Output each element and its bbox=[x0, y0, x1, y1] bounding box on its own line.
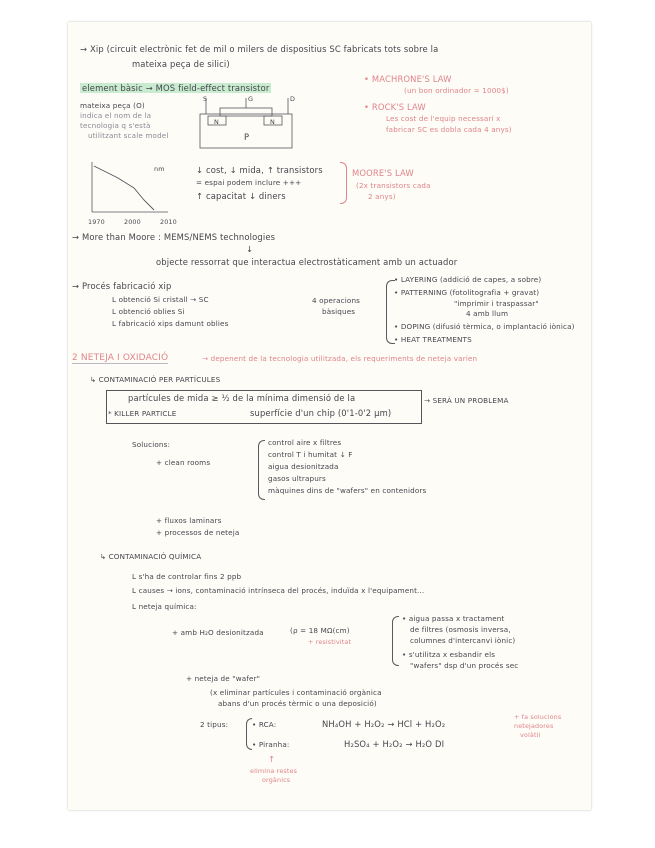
mosfet-highlight: element bàsic → MOS field-effect transistor bbox=[82, 83, 270, 93]
solutions: Solucions: bbox=[132, 440, 171, 449]
clean-brace bbox=[258, 440, 265, 500]
chem-item: L s'ha de controlar fins 2 ppb bbox=[132, 572, 242, 581]
chemical-contamination: ↳ CONTAMINACIÓ QUÍMICA bbox=[100, 552, 202, 561]
rock-law: • ROCK'S LAW bbox=[364, 102, 426, 112]
water-item: de filtres (osmosis inversa, bbox=[410, 625, 511, 634]
moore-effects2: = espai podem inclure +++ bbox=[196, 178, 302, 187]
piranha-label: • Piranha: bbox=[252, 740, 290, 749]
chem-item: L neteja química: bbox=[132, 602, 197, 611]
machrone-law: • MACHRONE'S LAW bbox=[364, 74, 452, 84]
two-types: 2 tipus: bbox=[200, 720, 229, 729]
moore-effects: ↓ cost, ↓ mida, ↑ transistors bbox=[196, 165, 323, 175]
piranha-reaction: H₂SO₄ + H₂O₂ → H₂O DI bbox=[344, 739, 445, 749]
op-doping: • DOPING (difusió tèrmica, o implantació iònica) bbox=[394, 322, 575, 331]
clean-item: aigua desionitzada bbox=[268, 462, 339, 471]
basic-element bbox=[80, 83, 271, 93]
four-ops2: bàsiques bbox=[322, 307, 356, 316]
mosfet-gate-label: G bbox=[248, 95, 254, 103]
water-item: • aigua passa x tractament bbox=[402, 614, 505, 623]
note-line: utilitzant scale model bbox=[88, 131, 169, 140]
resistivity-note: + resistivitat bbox=[308, 638, 352, 646]
rca-reaction: NH₄OH + H₂O₂ → HCl + H₂O₂ bbox=[322, 719, 446, 729]
rca-note: + fa solucions bbox=[514, 713, 562, 721]
killer-def2: superfície d'un chip (0'1-0'2 μm) bbox=[250, 408, 392, 418]
note-line: tecnologia q s'està bbox=[80, 121, 151, 130]
mosfet-source-label: S bbox=[203, 95, 208, 103]
op-heat: • HEAT TREATMENTS bbox=[394, 335, 472, 344]
notebook-page bbox=[68, 22, 591, 810]
moore-law-desc2: 2 anys) bbox=[368, 192, 396, 201]
section-title: 2 NETEJA I OXIDACIÓ bbox=[72, 353, 169, 363]
clean-item: control aire x filtres bbox=[268, 438, 342, 447]
wafer-cleaning: + neteja de "wafer" bbox=[186, 674, 261, 683]
op-patterning: • PATTERNING (fotolitografia + gravat) bbox=[394, 288, 540, 297]
cleaning-processes: + processos de neteja bbox=[156, 528, 240, 537]
wafer-cleaning-desc: (x eliminar partícules i contaminació orgànica bbox=[210, 688, 382, 697]
section-heading bbox=[72, 353, 168, 363]
graph-tick-1970: 1970 bbox=[88, 218, 105, 226]
moore-law-desc: (2x transistors cada bbox=[356, 181, 431, 190]
piranha-note2: orgànics bbox=[262, 776, 291, 784]
section-subtitle: → depenent de la tecnologia utilitzada, els requeriments de neteja varien bbox=[202, 354, 478, 363]
rca-note3: volàtil bbox=[520, 731, 541, 739]
resistivity: (ρ = 18 MΩ(cm) bbox=[290, 626, 350, 635]
piranha-arrow: ↑ bbox=[268, 754, 276, 764]
problem: → SERÀ UN PROBLEMA bbox=[424, 396, 509, 405]
clean-rooms: + clean rooms bbox=[156, 458, 211, 467]
moore-law: MOORE'S LAW bbox=[352, 168, 414, 178]
four-ops: 4 operacions bbox=[312, 296, 361, 305]
killer-def: partícules de mida ≥ ½ de la mínima dimensió de la bbox=[128, 393, 356, 403]
graph-tick-2010: 2010 bbox=[160, 218, 177, 226]
op-patterning-desc: "imprimir i traspassar" bbox=[454, 299, 539, 308]
killer-particle: * KILLER PARTICLE bbox=[108, 409, 177, 418]
machrone-law-desc: (un bon ordinador = 1000$) bbox=[404, 86, 509, 95]
clean-item: gasos ultrapurs bbox=[268, 474, 326, 483]
note-line: indica el nom de la bbox=[80, 111, 152, 120]
chip-definition: → Xip (circuit electrònic fet de mil o milers de dispositius SC fabricats tots sobre la bbox=[80, 44, 439, 54]
more-than-moore: → More than Moore : MEMS/NEMS technologies bbox=[72, 232, 276, 242]
rock-law-desc: Les cost de l'equip necessari x bbox=[386, 114, 501, 123]
di-water: + amb H₂O desionitzada bbox=[172, 628, 264, 637]
clean-item: màquines dins de "wafers" en contenidors bbox=[268, 486, 427, 495]
wafer-cleaning-desc2: abans d'un procés tèrmic o una deposició) bbox=[218, 699, 377, 708]
clean-item: control T i humitat ↓ F bbox=[268, 450, 353, 459]
fab-step: L fabricació xips damunt oblies bbox=[112, 319, 229, 328]
graph-unit: nm bbox=[154, 165, 165, 173]
water-item: columnes d'intercanvi iònic) bbox=[410, 636, 516, 645]
mems-desc: objecte ressorrat que interactua electrostàticament amb un actuador bbox=[156, 257, 458, 267]
mosfet-n-source: N bbox=[214, 118, 219, 126]
rca-label: • RCA: bbox=[252, 720, 277, 729]
laminar-flows: + fluxos laminars bbox=[156, 516, 222, 525]
fab-step: L obtenció Si cristall → SC bbox=[112, 295, 209, 304]
fab-step: L obtenció oblies Si bbox=[112, 307, 185, 316]
moore-effects3: ↑ capacitat ↓ diners bbox=[196, 191, 286, 201]
particle-contamination: ↳ CONTAMINACIÓ PER PARTÍCULES bbox=[90, 375, 221, 384]
arrow-down: ↓ bbox=[246, 244, 254, 254]
op-layering: • LAYERING (addició de capes, a sobre) bbox=[394, 275, 542, 284]
mosfet-n-drain: N bbox=[270, 118, 275, 126]
graph-tick-2000: 2000 bbox=[124, 218, 141, 226]
water-item: "wafers" dsp d'un procés sec bbox=[410, 661, 519, 670]
mosfet-substrate: P bbox=[244, 132, 250, 142]
mosfet-drain-label: D bbox=[290, 95, 296, 103]
water-brace bbox=[392, 616, 399, 666]
chem-item: L causes → ions, contaminació intrínseca del procés, induïda x l'equipament... bbox=[132, 586, 425, 595]
rock-law-desc2: fabricar SC es dobla cada 4 anys) bbox=[386, 125, 512, 134]
chip-definition-cont: mateixa peça de silici) bbox=[132, 59, 230, 69]
op-patterning-desc2: 4 amb llum bbox=[466, 309, 509, 318]
fab-process: → Procés fabricació xip bbox=[72, 281, 172, 291]
rca-note2: netejadores bbox=[514, 722, 554, 730]
note-line: mateixa peça (O) bbox=[80, 101, 145, 110]
moore-brace bbox=[340, 162, 347, 204]
piranha-note: elimina restes bbox=[250, 767, 298, 775]
water-item: • s'utilitza x esbandir els bbox=[402, 650, 496, 659]
